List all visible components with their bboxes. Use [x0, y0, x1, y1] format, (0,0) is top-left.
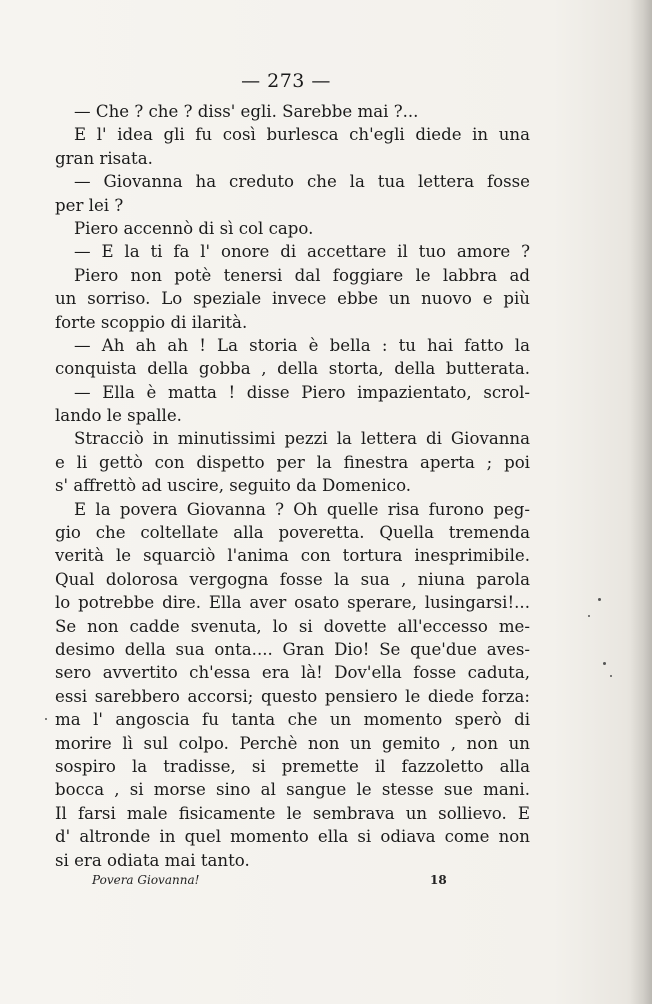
scan-speck	[603, 662, 606, 665]
text-line: lo potrebbe dire. Ella aver osato sperare, lusingarsi!...	[55, 593, 530, 613]
text-line: s' affrettò ad uscire, seguito da Domenico.	[55, 476, 412, 496]
body-text	[55, 100, 530, 872]
text-line: e li gettò con dispetto per la finestra aperta ; poi	[55, 452, 530, 472]
page-number: — 273 —	[241, 70, 331, 92]
text-line: — E la ti fa l' onore di accettare il tuo amore ?	[74, 242, 530, 262]
text-line: un sorriso. Lo speziale invece ebbe un nuovo e più	[55, 289, 530, 309]
text-line: si era odiata mai tanto.	[55, 850, 250, 870]
footer-signature-mark: 18	[430, 873, 447, 887]
text-line: essi sarebbero accorsi; questo pensiero le diede forza:	[55, 686, 530, 706]
text-line: sospiro la tradisse, si premette il fazzoletto alla	[55, 756, 530, 776]
footer-book-title: Povera Giovanna!	[92, 873, 200, 887]
text-line: Piero accennò di sì col capo.	[74, 218, 314, 238]
text-line: verità le squarciò l'anima con tortura inesprimibile.	[55, 546, 530, 566]
text-line: lando le spalle.	[55, 406, 182, 426]
text-line: Stracciò in minutissimi pezzi la lettera di Giovanna	[74, 429, 530, 449]
text-line: desimo della sua onta.... Gran Dio! Se que'due aves-	[55, 639, 530, 659]
text-line: d' altronde in quel momento ella si odiava come non	[55, 827, 530, 847]
scan-speck	[598, 598, 601, 601]
text-line: — Ah ah ah ! La storia è bella : tu hai fatto la	[74, 335, 530, 355]
text-line: — Che ? che ? diss' egli. Sarebbe mai ?...	[74, 102, 419, 121]
text-line: Piero non potè tenersi dal foggiare le labbra ad	[74, 265, 530, 285]
text-line: ma l' angoscia fu tanta che un momento sperò di	[55, 710, 530, 730]
text-line: Qual dolorosa vergogna fosse la sua , niuna parola	[55, 569, 530, 589]
page-edge-shadow	[630, 0, 652, 1004]
text-line: sero avvertito ch'essa era là! Dov'ella fosse caduta,	[55, 663, 530, 683]
text-line: conquista della gobba , della storta, della butterata.	[55, 359, 530, 379]
text-line: Il farsi male fisicamente le sembrava un sollievo. E	[55, 803, 530, 823]
text-line: morire lì sul colpo. Perchè non un gemito , non un	[55, 733, 530, 753]
scan-speck	[610, 675, 612, 677]
text-line: — Giovanna ha creduto che la tua lettera fosse	[74, 172, 530, 192]
text-line: gran risata.	[55, 148, 153, 168]
text-line: forte scoppio di ilarità.	[55, 312, 248, 332]
text-line: per lei ?	[55, 195, 124, 215]
text-line: bocca , si morse sino al sangue le stesse sue mani.	[55, 780, 530, 800]
text-line: E l' idea gli fu così burlesca ch'egli diede in una	[74, 125, 530, 145]
scan-speck	[588, 615, 590, 617]
scan-speck	[45, 718, 47, 720]
text-line: E la povera Giovanna ? Oh quelle risa furono peg-	[74, 499, 530, 519]
text-line: gio che coltellate alla poveretta. Quella tremenda	[55, 523, 530, 543]
text-line: Se non cadde svenuta, lo si dovette all'eccesso me-	[55, 616, 530, 636]
text-line: — Ella è matta ! disse Piero impazientato, scrol-	[74, 382, 530, 402]
